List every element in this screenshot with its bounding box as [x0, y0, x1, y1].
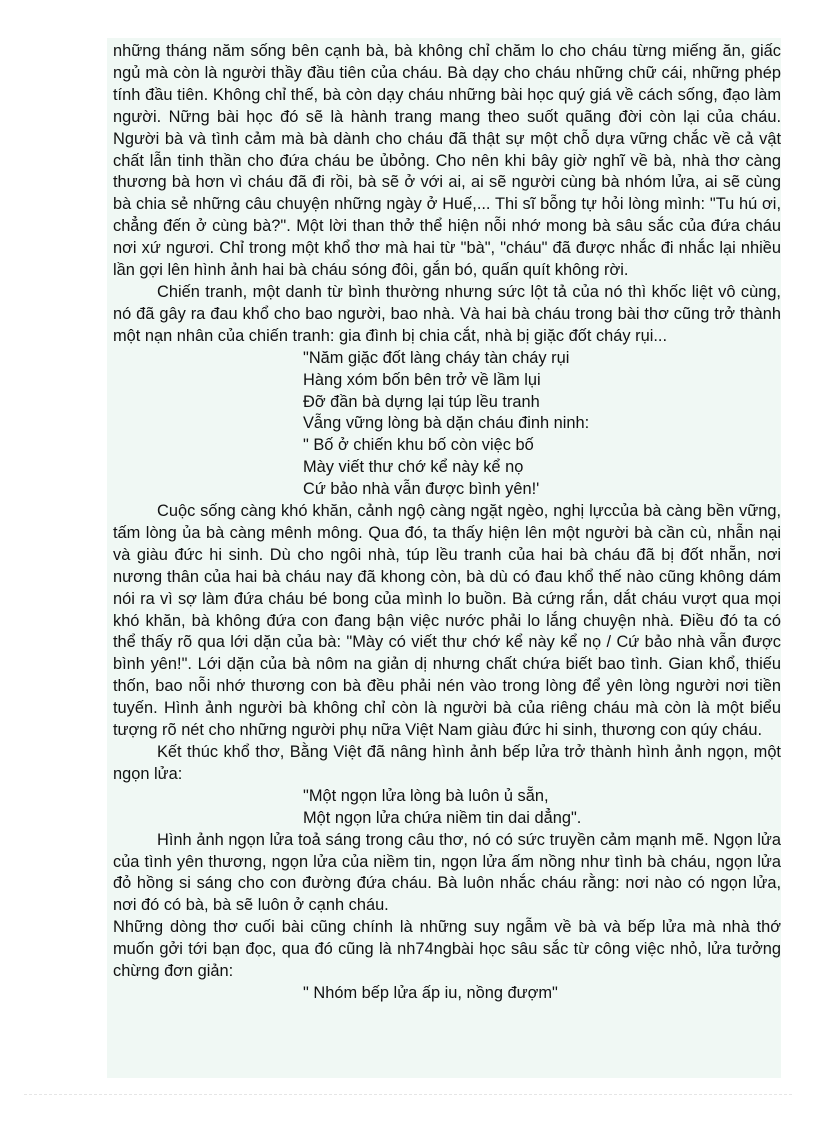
verse-line: Cứ bảo nhà vẫn được bình yên!' — [303, 480, 540, 499]
verse-block-1 — [113, 348, 781, 501]
verse-block-2 — [113, 786, 781, 830]
verse-block-3 — [113, 983, 781, 1005]
paragraph-hardship: Cuộc sống càng khó khăn, cảnh ngộ càng ngặt ngèo, nghị lựccủa bà càng bền vững, tấm lòng ủa bà càng mênh mông. Qua đó, ta thấy hiện lên một người bà cần cù, nhẫn nại và giàu đức hi sinh. Dù cho ngôi nhà, túp lều tranh của hai bà cháu đã bị đốt nhẵn, nơi nương thân của hai bà cháu nay đã khong còn, bà dù có đau khổ thế nào cũng không dám nói ra vì sợ làm đứa cháu bé bong của mình lo buồn. Bà cứng rắn, dắt cháu vượt qua mọi khó khăn, bà không đứa con đang bận việc nước phải lo lắng chuyện nhà. Điều đó ta có thể thấy rõ qua lới dặn của bà: "Mày có viết thư chớ kể này kể nọ / Cứ bảo nhà vẫn được bình yên!". Lới dặn của bà nôm na giản dị nhưng chất chứa biết bao tình. Gian khổ, thiếu thốn, bao nỗi nhớ thương con bà đều phải nén vào trong lòng để yên lòng người nơi tiền tuyến. Hình ảnh người bà không chỉ còn là người bà của riêng cháu mà còn là một biểu tượng rõ nét cho những người phụ nữa Việt Nam giàu đức hi sinh, thương con qúy cháu. — [113, 502, 781, 740]
paragraph-grandmother-teacher: những tháng năm sống bên cạnh bà, bà không chỉ chăm lo cho cháu từng miếng ăn, giấc ngủ mà còn là người thầy đầu tiên của cháu. Bà dạy cho cháu những chữ cái, những phép tính đầu tiên. Không chỉ thế, bà còn dạy cháu những bài học quý giá về cách sống, đạo làm người. Nững bài học đó sẽ là hành trang mang theo suốt quãng đời còn lại của cháu. Người bà và tình cảm mà bà dành cho cháu đã thật sự một chỗ dựa vững chắc về cả vật chất lẫn tinh thần cho đứa cháu be ủbỏng. Cho nên khi bây giờ nghĩ về bà, nhà thơ càng thương bà hơn vì cháu đã đi rồi, bà sẽ ở với ai, ai sẽ người cùng bà nhóm lửa, ai sẽ cùng bà chia sẻ những câu chuyện những ngày ở Huế,... Thi sĩ bỗng tự hỏi lòng mình: "Tu hú ơi, chẳng đến ở cùng bà?". Một lời than thở thể hiện nỗi nhớ mong bà sâu sắc của đứa cháu nơi xứ ngươi. Chỉ trong một khổ thơ mà hai từ "bà", "cháu" đã được nhắc đi nhắc lại nhiều lần gợi lên hình ảnh hai bà cháu sóng đôi, gắn bó, quấn quít không rời. — [113, 42, 781, 280]
verse-line: "Năm giặc đốt làng cháy tàn cháy rụi — [303, 348, 570, 367]
verse-line: Đỡ đần bà dựng lại túp lều tranh — [303, 392, 540, 411]
paragraph-flame-image: Hình ảnh ngọn lửa toả sáng trong câu thơ, nó có sức truyền cảm mạnh mẽ. Ngọn lửa của tình yên thương, ngọn lửa của niềm tin, ngọn lửa ấm nồng như tình bà cháu, ngọn lửa đỏ hồng si sáng cho con đường đứa cháu. Bà luôn nhắc cháu rằng: nơi nào có ngọn lửa, nơi đó có bà, bà sẽ luôn ở cạnh cháu. — [113, 830, 781, 915]
paragraph-conclusion-intro: Kết thúc khổ thơ, Bằng Việt đã nâng hình ảnh bếp lửa trở thành hình ảnh ngọn, một ngọn lửa: — [113, 743, 781, 783]
verse-line: Hàng xóm bốn bên trở về lầm lụi — [303, 370, 541, 389]
verse-line: Mày viết thư chớ kể này kể nọ — [303, 458, 524, 477]
paragraph-war: Chiến tranh, một danh từ bình thường nhưng sức lột tả của nó thì khốc liệt vô cùng, nó đã gây ra đau khổ cho bao người, bao nhà. Và hai bà cháu trong bài thơ cũng trở thành một nạn nhân của chiến tranh: gia đình bị chia cắt, nhà bị giặc đốt cháy rụi... — [113, 282, 781, 345]
paragraph-final-reflection: Những dòng thơ cuối bài cũng chính là những suy ngẫm về bà và bếp lửa mà nhà thớ muốn gởi tới bạn đọc, qua đó cũng là nh74ngbài học sâu sắc từ công việc nhỏ, lửa tưởng chừng đơn giản: — [113, 918, 781, 981]
document-body — [113, 41, 781, 1005]
verse-line: "Một ngọn lửa lòng bà luôn ủ sẵn, — [303, 786, 549, 805]
verse-line: " Bố ở chiến khu bố còn việc bố — [303, 436, 534, 455]
page-bottom-divider — [24, 1094, 792, 1095]
verse-line: Một ngọn lửa chứa niềm tin dai dẳng". — [303, 808, 582, 827]
verse-line: " Nhóm bếp lửa ấp iu, nồng đượm" — [303, 983, 558, 1002]
verse-line: Vẫng vững lòng bà dặn cháu đinh ninh: — [303, 414, 590, 433]
